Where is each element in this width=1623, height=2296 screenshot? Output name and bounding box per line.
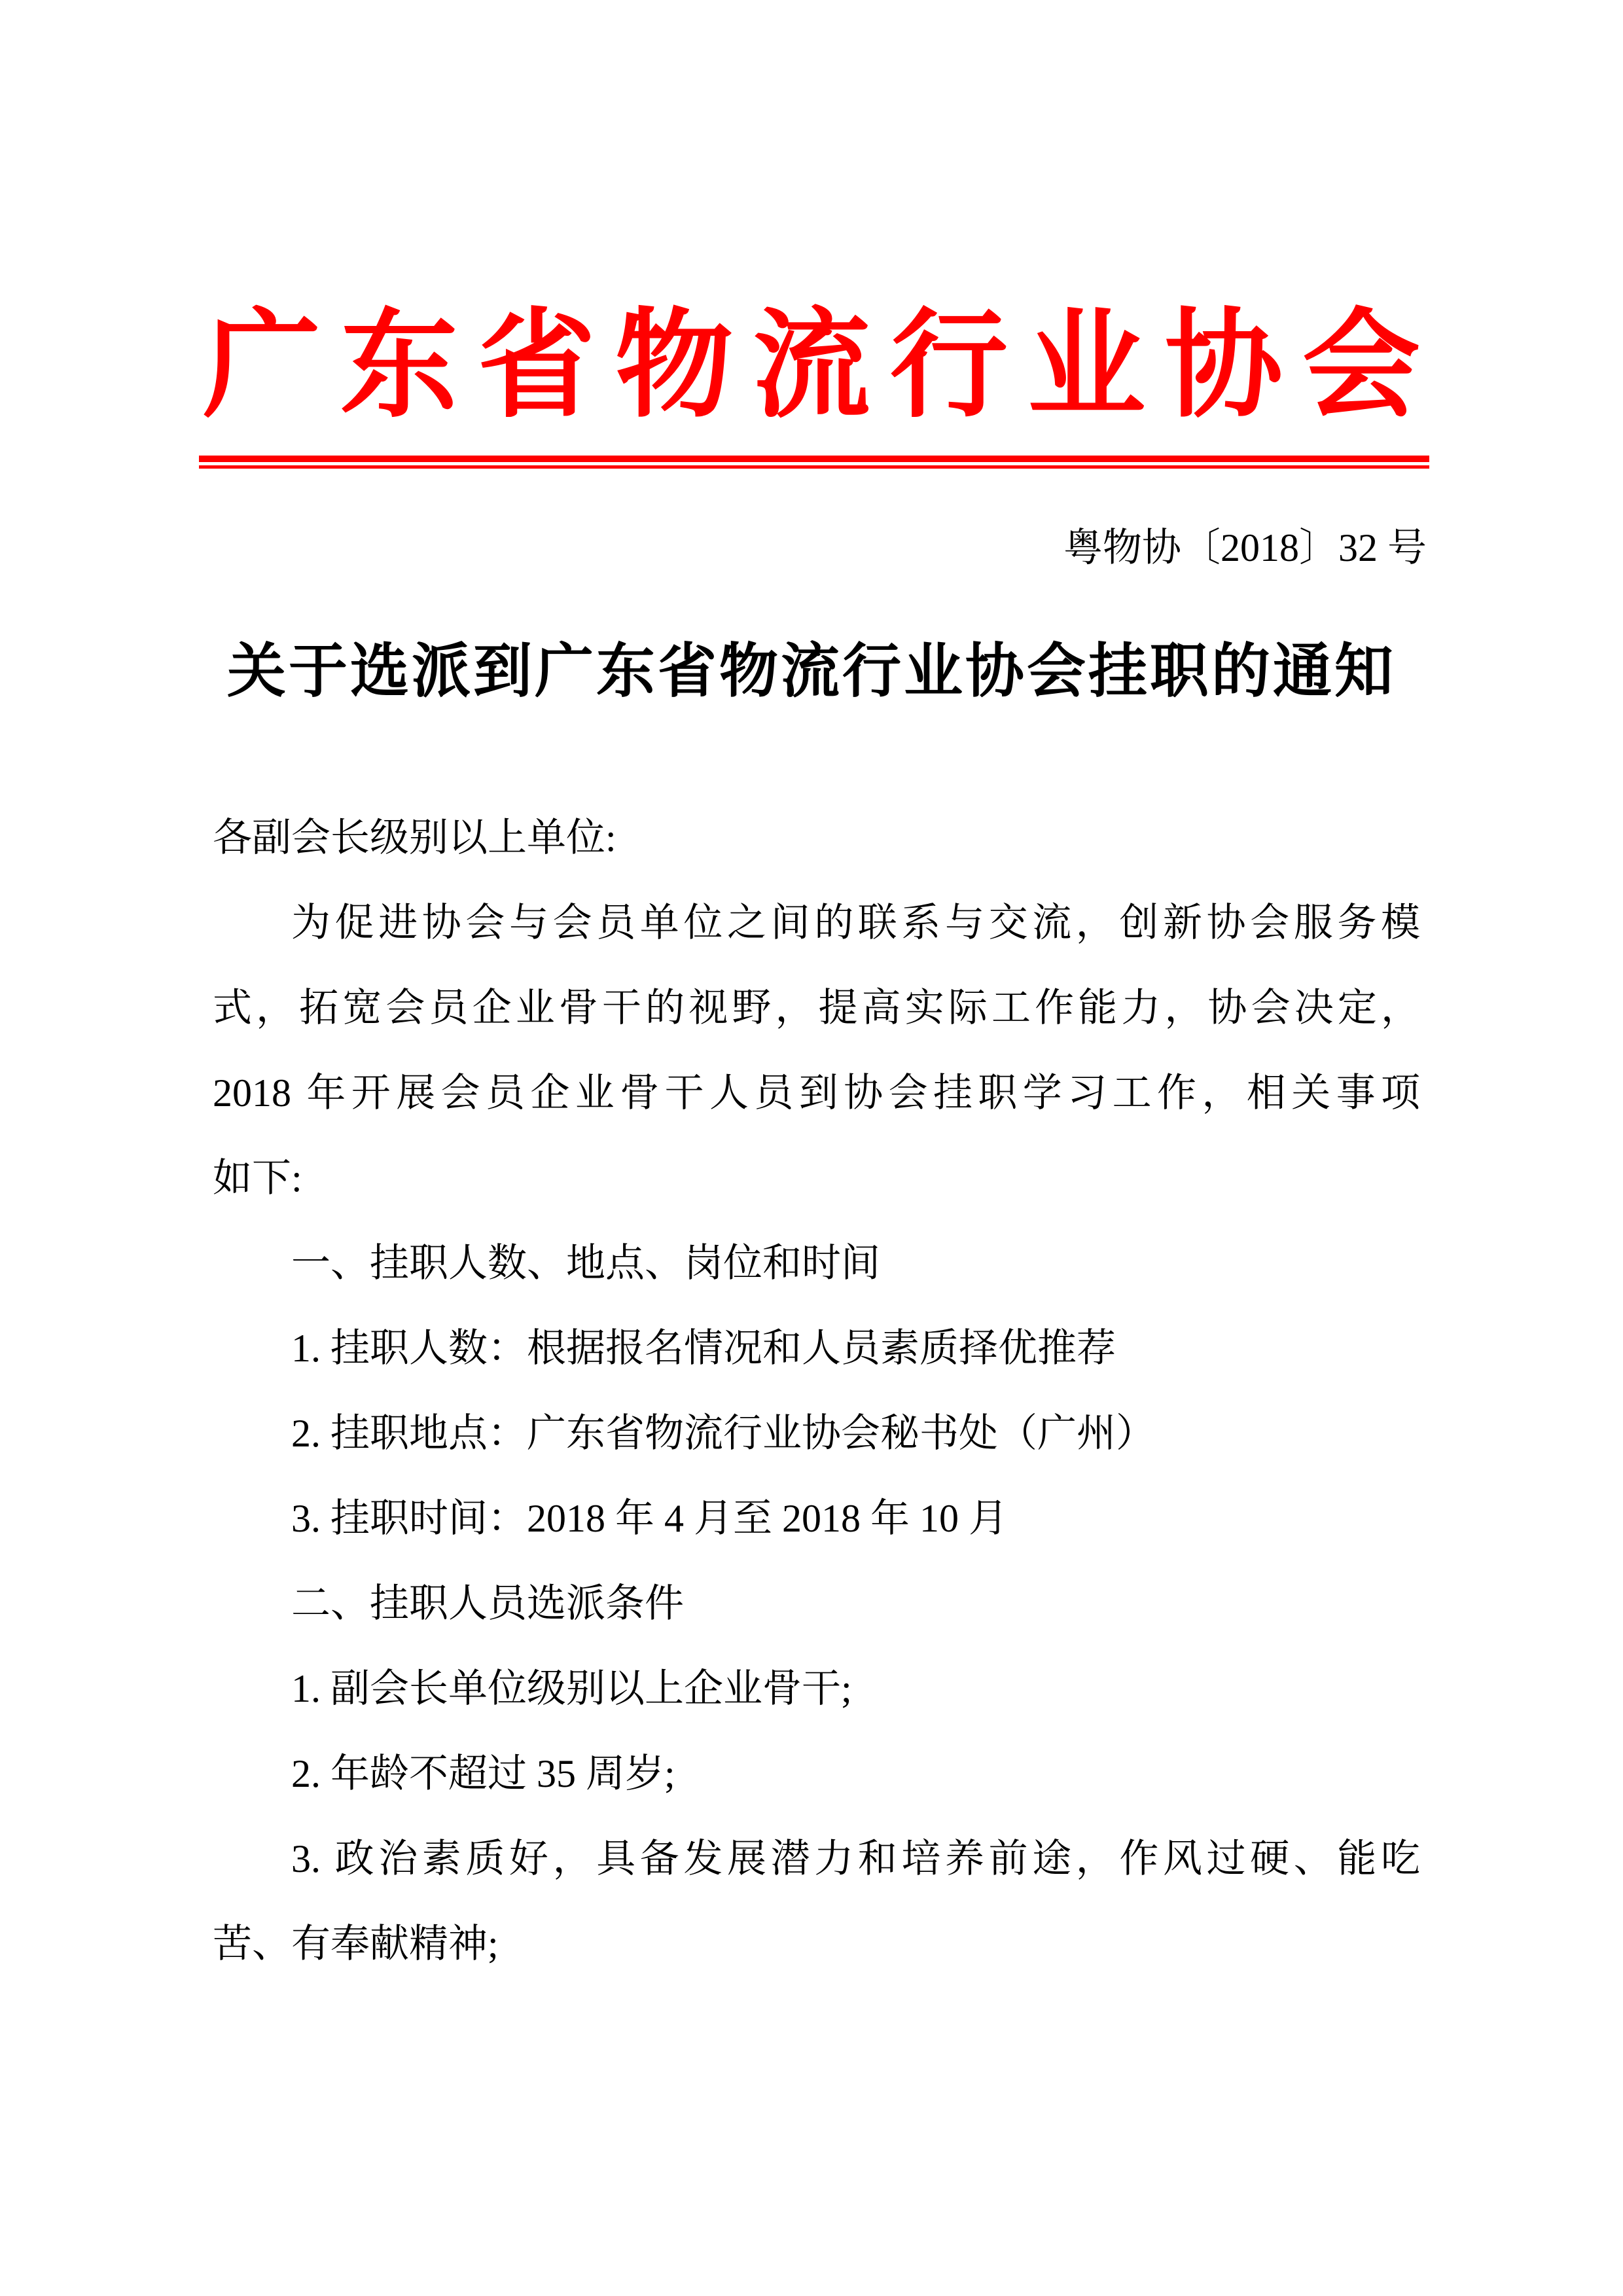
body-line-item: 3. 政治素质好，具备发展潜力和培养前途，作风过硬、能吃 — [291, 1837, 1420, 1880]
masthead-rule-thick — [199, 456, 1429, 462]
masthead-org-title: 广东省物流行业协会 — [203, 301, 1420, 431]
body-line: 式，拓宽会员企业骨干的视野，提高实际工作能力，协会决定， — [213, 986, 1420, 1030]
body-line: 苦、有奉献精神; — [213, 1922, 499, 1965]
doc-reference-number: 粤物协〔2018〕32 号 — [1063, 526, 1427, 569]
body-line-item: 1. 副会长单位级别以上企业骨干; — [291, 1667, 852, 1710]
body-line-item: 2. 挂职地点：广东省物流行业协会秘书处（广州） — [291, 1412, 1155, 1455]
doc-title: 关于选派到广东省物流行业协会挂职的通知 — [227, 639, 1396, 704]
body-line-section-2: 二、挂职人员选派条件 — [291, 1582, 684, 1625]
body-line-item: 2. 年龄不超过 35 周岁; — [291, 1752, 675, 1795]
body-line: 为促进协会与会员单位之间的联系与交流，创新协会服务模 — [291, 901, 1420, 944]
body-line-salutation: 各副会长级别以上单位: — [213, 816, 616, 859]
body-line-item: 3. 挂职时间：2018 年 4 月至 2018 年 10 月 — [291, 1497, 1008, 1540]
masthead-rule-thin — [199, 465, 1429, 469]
document-body — [213, 795, 1420, 1986]
body-line: 如下: — [213, 1157, 302, 1200]
body-line: 2018 年开展会员企业骨干人员到协会挂职学习工作，相关事项 — [213, 1071, 1420, 1115]
body-line-section-1: 一、挂职人数、地点、岗位和时间 — [291, 1242, 880, 1285]
body-line-item: 1. 挂职人数：根据报名情况和人员素质择优推荐 — [291, 1327, 1116, 1370]
